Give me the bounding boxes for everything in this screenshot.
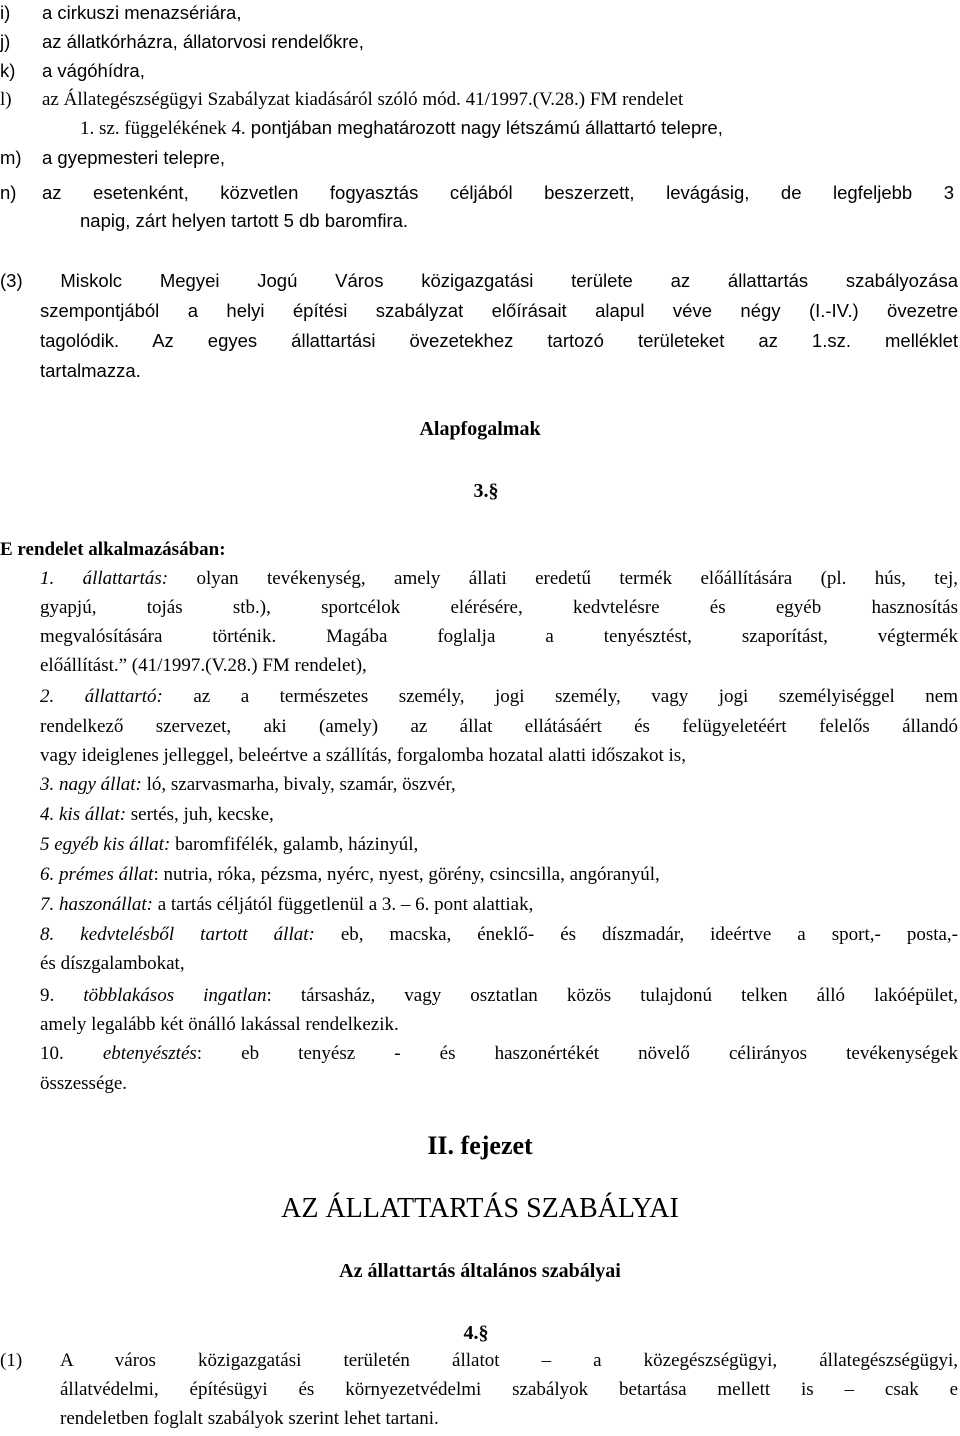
list-text: napig, zárt helyen tartott 5 db baromfira. (80, 210, 409, 231)
definition-text: eb, macska, éneklő- és díszmadár, ideértve a sport,- posta,- (314, 924, 958, 945)
list-marker: j) (0, 31, 11, 52)
paragraph-text: A város közigazgatási területén állatot – a közegészségügyi, állategészségügyi, (60, 1350, 958, 1371)
definition-term: állattartás: (82, 568, 169, 589)
definition-number: 9. (40, 985, 55, 1006)
list-text: a cirkuszi menazsériára, (42, 2, 242, 23)
definition-number: 6. (40, 864, 55, 885)
definition-text: gyapjú, tojás stb.), sportcélok elérésére, kedvtelésre és egyéb hasznosítás (40, 597, 958, 618)
chapter-label: II. fejezet (427, 1131, 533, 1160)
list-text: a vágóhídra, (42, 60, 145, 81)
definition-number: 5 (40, 834, 50, 855)
definitions-intro-text: E rendelet alkalmazásában: (0, 539, 226, 560)
list-text: a gyepmesteri telepre, (42, 147, 226, 168)
chapter-title: AZ ÁLLATTARTÁS SZABÁLYAI (281, 1193, 679, 1224)
definition-term: állattartó: (84, 686, 163, 707)
paragraph-text: tartalmazza. (40, 360, 141, 381)
definition-term: haszonállat: (59, 894, 153, 915)
list-text-fragment: 1. sz. függelékének 4. (80, 118, 246, 139)
definition-text: rendelkező szervezet, aki (amely) az állat ellátásáért és felügyeletéért felelős állandó (40, 716, 958, 737)
paragraph-text: rendeletben foglalt szabályok szerint lehet tartani. (60, 1408, 439, 1429)
definition-text: olyan tevékenység, amely állati eredetű termék előállítására (pl. hús, tej, (168, 568, 958, 589)
definition-text: : nutria, róka, pézsma, nyérc, nyest, görény, csincsilla, angóranyúl, (153, 864, 660, 885)
definition-term: kedvtelésből tartott állat: (80, 924, 315, 945)
definition-term: nagy állat: (59, 774, 142, 795)
definition-text: és díszgalambokat, (40, 953, 185, 974)
section-title: Alapfogalmak (419, 418, 541, 440)
definition-text: megvalósítására történik. Magába foglalja a tenyésztést, szaporítást, végtermék (40, 626, 958, 647)
list-text-fragment: pontjában meghatározott nagy létszámú állattartó telepre, (245, 117, 723, 138)
definition-text: : eb tenyész - és haszonértékét növelő célirányos tevékenységek (196, 1043, 958, 1064)
definition-text: baromfifélék, galamb, házinyúl, (170, 834, 419, 855)
paragraph-marker: (1) (0, 1350, 23, 1371)
definition-term: többlakásos ingatlan (83, 985, 267, 1006)
definition-text: : társasház, vagy osztatlan közös tulajdonú telken álló lakóépület, (266, 985, 958, 1006)
definition-text: előállítást.” (41/1997.(V.28.) FM rendelet), (40, 655, 367, 676)
definition-text: az a természetes személy, jogi személy, vagy jogi személyiséggel nem (162, 686, 958, 707)
definition-number: 7. (40, 894, 55, 915)
paragraph-text: (3) Miskolc Megyei Jogú Város közigazgatási területe az állattartás szabályozása (0, 270, 958, 291)
definition-text: ló, szarvasmarha, bivaly, szamár, öszvér, (141, 774, 456, 795)
definition-text: vagy ideiglenes jelleggel, beleértve a szállítás, forgalomba hozatal alatti időszakot is, (40, 745, 686, 766)
list-text: az állatkórházra, állatorvosi rendelőkre, (42, 31, 364, 52)
definition-number: 10. (40, 1043, 64, 1064)
section-number: 4.§ (463, 1322, 489, 1344)
definition-text: amely legalább két önálló lakással rendelkezik. (40, 1014, 399, 1035)
definition-number: 4. (40, 804, 55, 825)
definition-number: 3. (40, 774, 55, 795)
definition-number: 2. (40, 686, 55, 707)
paragraph-text: tagolódik. Az egyes állattartási övezetekhez tartozó területeket az 1.sz. melléklet (40, 330, 958, 351)
list-marker: m) (0, 147, 22, 168)
definition-text: a tartás céljától függetlenül a 3. – 6. pont alattiak, (152, 894, 534, 915)
definition-term: prémes állat (59, 864, 154, 885)
list-text: az Állategészségügyi Szabályzat kiadásáról szóló mód. 41/1997.(V.28.) FM rendelet (42, 89, 684, 110)
list-marker: n) (0, 182, 17, 203)
section-number: 3.§ (473, 480, 499, 502)
list-text: az esetenként, közvetlen fogyasztás céljából beszerzett, levágásig, de legfeljebb 3 (42, 182, 954, 203)
list-marker: l) (0, 89, 12, 110)
definition-term: ebtenyésztés (102, 1043, 197, 1064)
paragraph-text: állatvédelmi, építésügyi és környezetvédelmi szabályok betartása mellett is – csak e (60, 1379, 958, 1400)
definition-term: egyéb kis állat: (54, 834, 171, 855)
definition-number: 8. (40, 924, 55, 945)
list-marker: i) (0, 2, 11, 23)
definition-text: összessége. (40, 1073, 128, 1094)
definition-text: sertés, juh, kecske, (126, 804, 274, 825)
definition-term: kis állat: (59, 804, 127, 825)
list-marker: k) (0, 60, 16, 81)
paragraph-text: szempontjából a helyi építési szabályzat előírásait alapul véve négy (I.-IV.) övezetre (40, 300, 958, 321)
chapter-subtitle: Az állattartás általános szabályai (339, 1260, 621, 1282)
definition-number: 1. (40, 568, 55, 589)
